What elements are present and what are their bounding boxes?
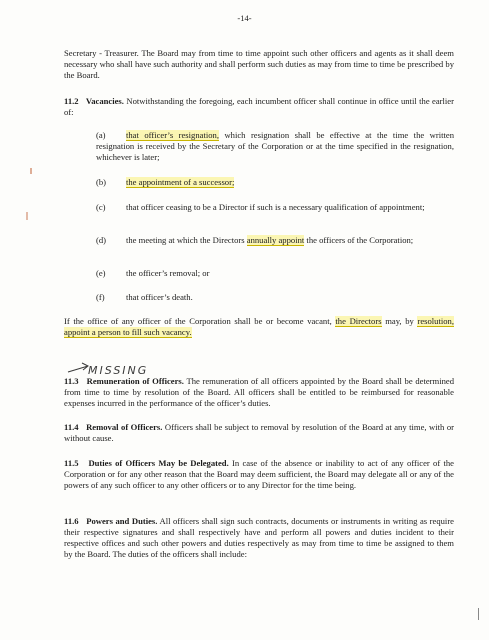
list-item: [96, 292, 454, 303]
item-label: (f): [96, 292, 105, 302]
section-text: In case of the absence or inability to act of any officer of the Corporation or for any other reason that the Board may deem sufficient, the Board may delegate all or any of the powers of any such officer to any other officers or to any Director for the time being.: [64, 458, 454, 490]
highlighted-text: the appointment of a successor;: [126, 177, 235, 187]
item-text-post: the officers of the Corporation;: [304, 235, 414, 245]
section-text: The remuneration of all officers appointed by the Board shall be determined from time to time by resolution of the Board. All officers shall be entitled to be reimbursed for reasonable expenses incurred in the performance of the officer’s duties.: [64, 376, 455, 408]
item-label: (c): [96, 202, 106, 212]
section-number: 11.3: [64, 376, 79, 386]
section-text: All officers shall sign such contracts, documents or instruments in writing as require their respective signatures and shall respectively have and perform all powers and duties incident to their respective offices and such other powers and duties respectively as may from time to time be assigned to them by the Board. The duties of the officers shall include:: [64, 516, 454, 559]
closing-text-mid: may, by: [381, 316, 418, 326]
intro-paragraph: Secretary - Treasurer. The Board may from time to time appoint such other officers and agents as it shall deem necessary who shall have such authority and shall perform such duties as may from time to time be prescribed by the Board.: [64, 48, 454, 80]
list-item: [96, 268, 454, 279]
section-text: Officers shall be subject to removal by resolution of the Board at any time, with or without cause.: [64, 422, 454, 443]
highlighted-text: resolution, appoint a person to fill such vacancy.: [64, 316, 454, 337]
item-label: (d): [96, 235, 107, 245]
page-number: -14-: [237, 13, 252, 23]
margin-mark: [26, 212, 28, 220]
item-label: (a): [96, 130, 106, 140]
highlighted-text: that officer’s resignation,: [126, 130, 219, 140]
section-11-6: [64, 516, 454, 560]
section-number: 11.2: [64, 96, 79, 106]
section-11-4: [64, 422, 454, 444]
section-heading: Vacancies.: [85, 96, 124, 106]
section-heading: Duties of Officers May be Delegated.: [88, 458, 229, 468]
item-text-pre: that officer ceasing to be a Director if such is a necessary qualification of appointment;: [126, 202, 425, 212]
item-label: (e): [96, 268, 106, 278]
vacancy-closing-paragraph: [64, 316, 454, 338]
highlighted-text: annually appoint: [246, 235, 305, 245]
section-heading: Remuneration of Officers.: [86, 376, 184, 386]
margin-mark: [30, 168, 32, 174]
section-heading: Powers and Duties.: [86, 516, 158, 526]
closing-text-pre: If the office of any officer of the Corporation shall be or become vacant,: [64, 316, 336, 326]
section-text: Notwithstanding the foregoing, each incumbent officer shall continue in office until the earlier of:: [64, 96, 454, 117]
list-item: [96, 235, 454, 246]
scan-edge-mark: [478, 608, 479, 620]
section-heading: Removal of Officers.: [86, 422, 163, 432]
section-number: 11.5: [64, 458, 79, 468]
item-text-post: which resignation shall be effective at the time the written resignation is received by the Secretary of the Corporation or at the time specified in the resignation, whichever is later;: [96, 130, 455, 162]
section-number: 11.6: [64, 516, 79, 526]
section-number: 11.4: [64, 422, 79, 432]
list-item: [96, 177, 454, 188]
item-text-pre: the officer’s removal; or: [126, 268, 210, 278]
item-text-pre: that officer’s death.: [126, 292, 193, 302]
handwritten-annotation: MISSING: [88, 364, 149, 377]
item-label: (b): [96, 177, 107, 187]
list-item: [96, 202, 454, 213]
list-item: [96, 130, 454, 163]
section-11-5: [64, 458, 454, 491]
item-text-pre: the meeting at which the Directors: [126, 235, 247, 245]
section-11-3: [64, 376, 454, 409]
highlighted-text: the Directors: [335, 316, 382, 326]
section-11-2: [64, 96, 454, 118]
